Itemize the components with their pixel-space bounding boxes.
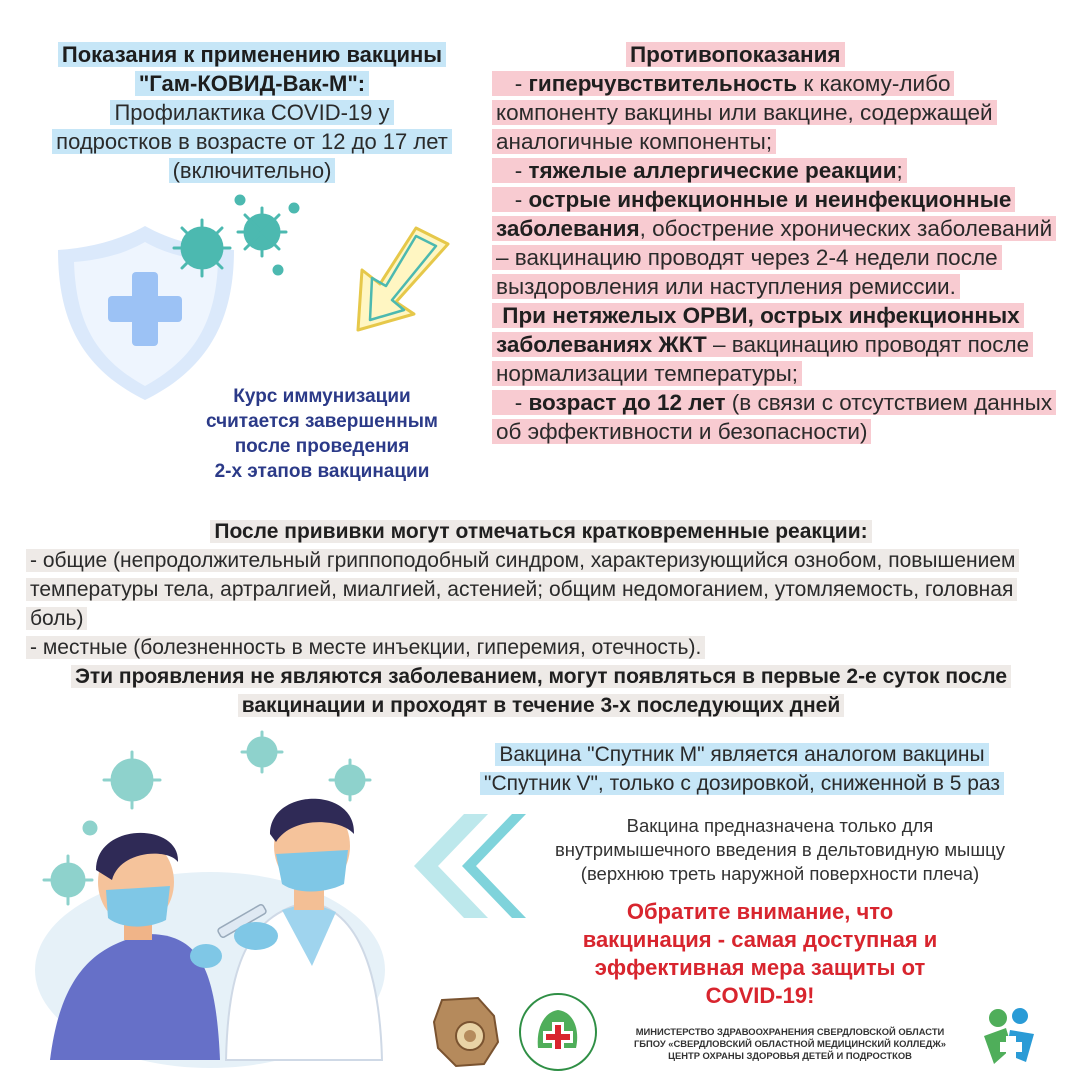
contraindications-block [492, 40, 1060, 446]
reactions-general: - общие (непродолжительный гриппоподобный синдром, характеризующийся ознобом, повышением температуры тела, артралгией, миалгией, астенией; общим недомоганием, утомляемость, головная боль) [26, 549, 1019, 630]
contraindication-item-3: - острые инфекционные и неинфекционные заболевания, обострение хронических заболеваний – вакцинацию проводят через 2-4 недели после выздоровления или наступления ремиссии. [492, 187, 1056, 299]
route-note [500, 814, 1060, 886]
route-line-1: Вакцина предназначена только для [626, 815, 934, 836]
analog-line-2: "Спутник V", только с дозировкой, сниженной в 5 раз [480, 772, 1004, 795]
route-line-3: (верхнюю треть наружной поверхности плеча) [580, 863, 980, 884]
indications-title-2: "Гам-КОВИД-Вак-М": [135, 71, 369, 96]
ministry-line-1: МИНИСТЕРСТВО ЗДРАВООХРАНЕНИЯ СВЕРДЛОВСКОЙ ОБЛАСТИ [635, 1026, 945, 1037]
college-seal-icon [518, 992, 598, 1072]
vaccination-illustration [20, 730, 410, 1070]
course-line-3: после проведения [234, 436, 410, 457]
course-line-1: Курс иммунизации [233, 386, 411, 407]
region-emblem-icon [432, 996, 502, 1068]
attention-line-4: COVID-19! [705, 983, 815, 1008]
contraindications-title: Противопоказания [626, 42, 845, 67]
reactions-note: Эти проявления не являются заболеванием, могут появляться в первые 2-е суток после вакцинации и проходят в течение 3-х последующих дней [71, 665, 1011, 717]
indications-title-1: Показания к применению вакцины [58, 42, 446, 67]
attention-line-2: вакцинация - самая доступная и [582, 927, 938, 952]
reactions-title: После прививки могут отмечаться кратковременные реакции: [210, 520, 871, 543]
contraindication-item-1: - гиперчувствительность к какому-либо компоненту вакцины или вакцине, содержащей аналогичные компоненты; [492, 71, 997, 154]
contraindication-orvi: При нетяжелых ОРВИ, острых инфекционных заболеваниях ЖКТ – вакцинацию проводят после нормализации температуры; [492, 303, 1033, 386]
health-center-logo-icon [976, 1006, 1040, 1068]
course-line-2: считается завершенным [206, 411, 438, 432]
contraindication-item-4: - возраст до 12 лет (в связи с отсутствием данных об эффективности и безопасности) [492, 390, 1056, 444]
reactions-local: - местные (болезненность в месте инъекции, гиперемия, отечность). [26, 636, 705, 659]
arrow-down-left-icon [352, 226, 452, 336]
contraindication-item-2: - тяжелые аллергические реакции; [492, 158, 907, 183]
analog-note [432, 740, 1052, 798]
indications-body-3: (включительно) [169, 158, 336, 183]
course-note [172, 384, 472, 484]
route-line-2: внутримышечного введения в дельтовидную мышцу [554, 839, 1006, 860]
course-line-4: 2-х этапов вакцинации [214, 461, 430, 482]
indications-body-2: подростков в возрасте от 12 до 17 лет [52, 129, 452, 154]
indications-block [22, 40, 482, 185]
virus-icon [168, 190, 308, 290]
analog-line-1: Вакцина "Спутник М" является аналогом вакцины [495, 743, 988, 766]
ministry-line-3: ЦЕНТР ОХРАНЫ ЗДОРОВЬЯ ДЕТЕЙ И ПОДРОСТКОВ [668, 1050, 912, 1061]
reactions-block [26, 517, 1056, 720]
attention-line-3: эффективная мера защиты от [594, 955, 926, 980]
indications-body-1: Профилактика COVID-19 у [110, 100, 393, 125]
ministry-line-2: ГБПОУ «СВЕРДЛОВСКИЙ ОБЛАСТНОЙ МЕДИЦИНСКИЙ КОЛЛЕДЖ» [633, 1038, 947, 1049]
attention-line-1: Обратите внимание, что [626, 899, 894, 924]
ministry-footer [610, 1026, 970, 1062]
